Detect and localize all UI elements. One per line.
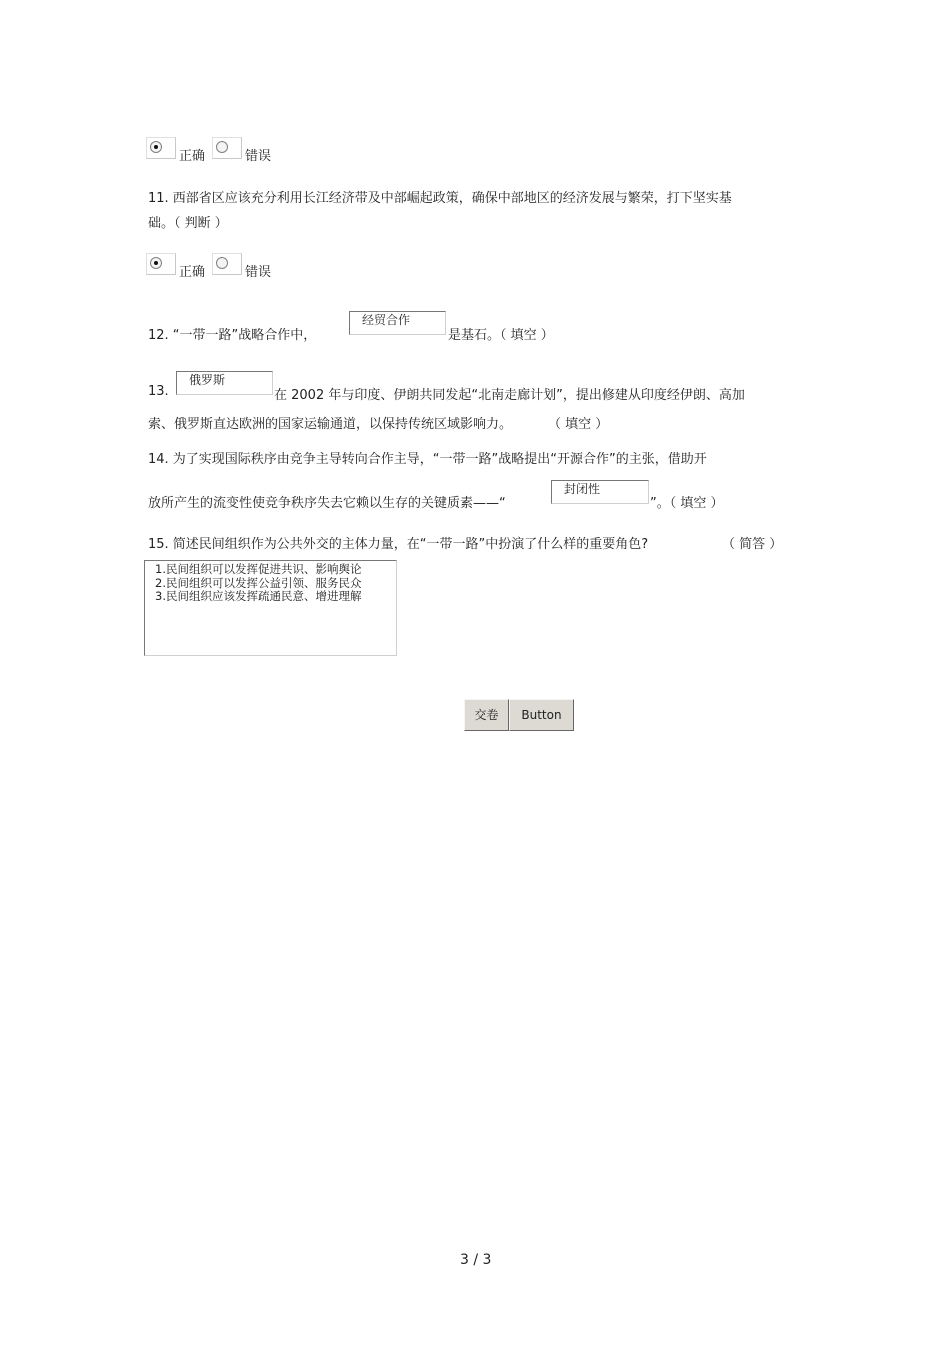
question-15-type: （ 简答 ） bbox=[722, 537, 783, 552]
question-13-type: （ 填空 ） bbox=[548, 417, 609, 432]
question-15-text: 15. 简述民间组织作为公共外交的主体力量，在“一带一路”中扮演了什么样的重要角色? bbox=[148, 537, 649, 552]
label-correct-q11: 正确 bbox=[179, 265, 206, 280]
radio-wrong-q10[interactable] bbox=[212, 137, 242, 159]
radio-unchecked-indicator bbox=[216, 141, 228, 153]
question-13-line1: 在 2002 年与印度、伊朗共同发起“北南走廊计划”，提出修建从印度经伊朗、高加 bbox=[274, 388, 745, 403]
answer-line-3: 3.民间组织应该发挥疏通民意、增进理解 bbox=[155, 589, 362, 603]
label-correct-q10: 正确 bbox=[179, 149, 206, 164]
radio-unchecked-indicator bbox=[216, 257, 228, 269]
submit-button[interactable]: 交卷 bbox=[464, 699, 509, 731]
question-11-line2: 础。（ 判断 ） bbox=[148, 216, 228, 231]
question-12-suffix: 是基石。（ 填空 ） bbox=[448, 328, 554, 343]
radio-checked-indicator bbox=[150, 257, 162, 269]
question-14-line1: 14. 为了实现国际秩序由竞争主导转向合作主导，“一带一路”战略提出“开源合作”的主张，借助开 bbox=[148, 452, 707, 467]
radio-correct-q10[interactable] bbox=[146, 137, 176, 159]
answer-input-q12[interactable]: 经贸合作 bbox=[349, 311, 446, 335]
question-11-line1: 11. 西部省区应该充分利用长江经济带及中部崛起政策，确保中部地区的经济发展与繁荣，打下坚实基 bbox=[148, 191, 732, 206]
question-13-line2: 索、俄罗斯直达欧洲的国家运输通道，以保持传统区域影响力。 bbox=[148, 417, 513, 432]
question-13-number: 13. bbox=[148, 384, 169, 399]
label-wrong-q11: 错误 bbox=[245, 265, 272, 280]
answer-line-2: 2.民间组织可以发挥公益引领、服务民众 bbox=[155, 575, 362, 590]
radio-checked-indicator bbox=[150, 141, 162, 153]
question-14-line2: 放所产生的流变性使竞争秩序失去它赖以生存的关键质素——“ bbox=[148, 496, 506, 511]
radio-correct-q11[interactable] bbox=[146, 253, 176, 275]
answer-input-q14[interactable]: 封闭性 bbox=[551, 480, 649, 504]
answer-textarea-q15[interactable] bbox=[144, 560, 397, 656]
label-wrong-q10: 错误 bbox=[245, 149, 272, 164]
radio-wrong-q11[interactable] bbox=[212, 253, 242, 275]
answer-input-q13[interactable]: 俄罗斯 bbox=[176, 371, 273, 395]
answer-line-1: 1.民间组织可以发挥促进共识、影响舆论 bbox=[155, 562, 362, 576]
question-12-prefix: 12. “一带一路”战略合作中， bbox=[148, 328, 317, 343]
page-number: 3 / 3 bbox=[460, 1252, 492, 1268]
question-14-suffix: ”。（ 填空 ） bbox=[650, 496, 724, 511]
generic-button[interactable]: Button bbox=[509, 699, 574, 731]
